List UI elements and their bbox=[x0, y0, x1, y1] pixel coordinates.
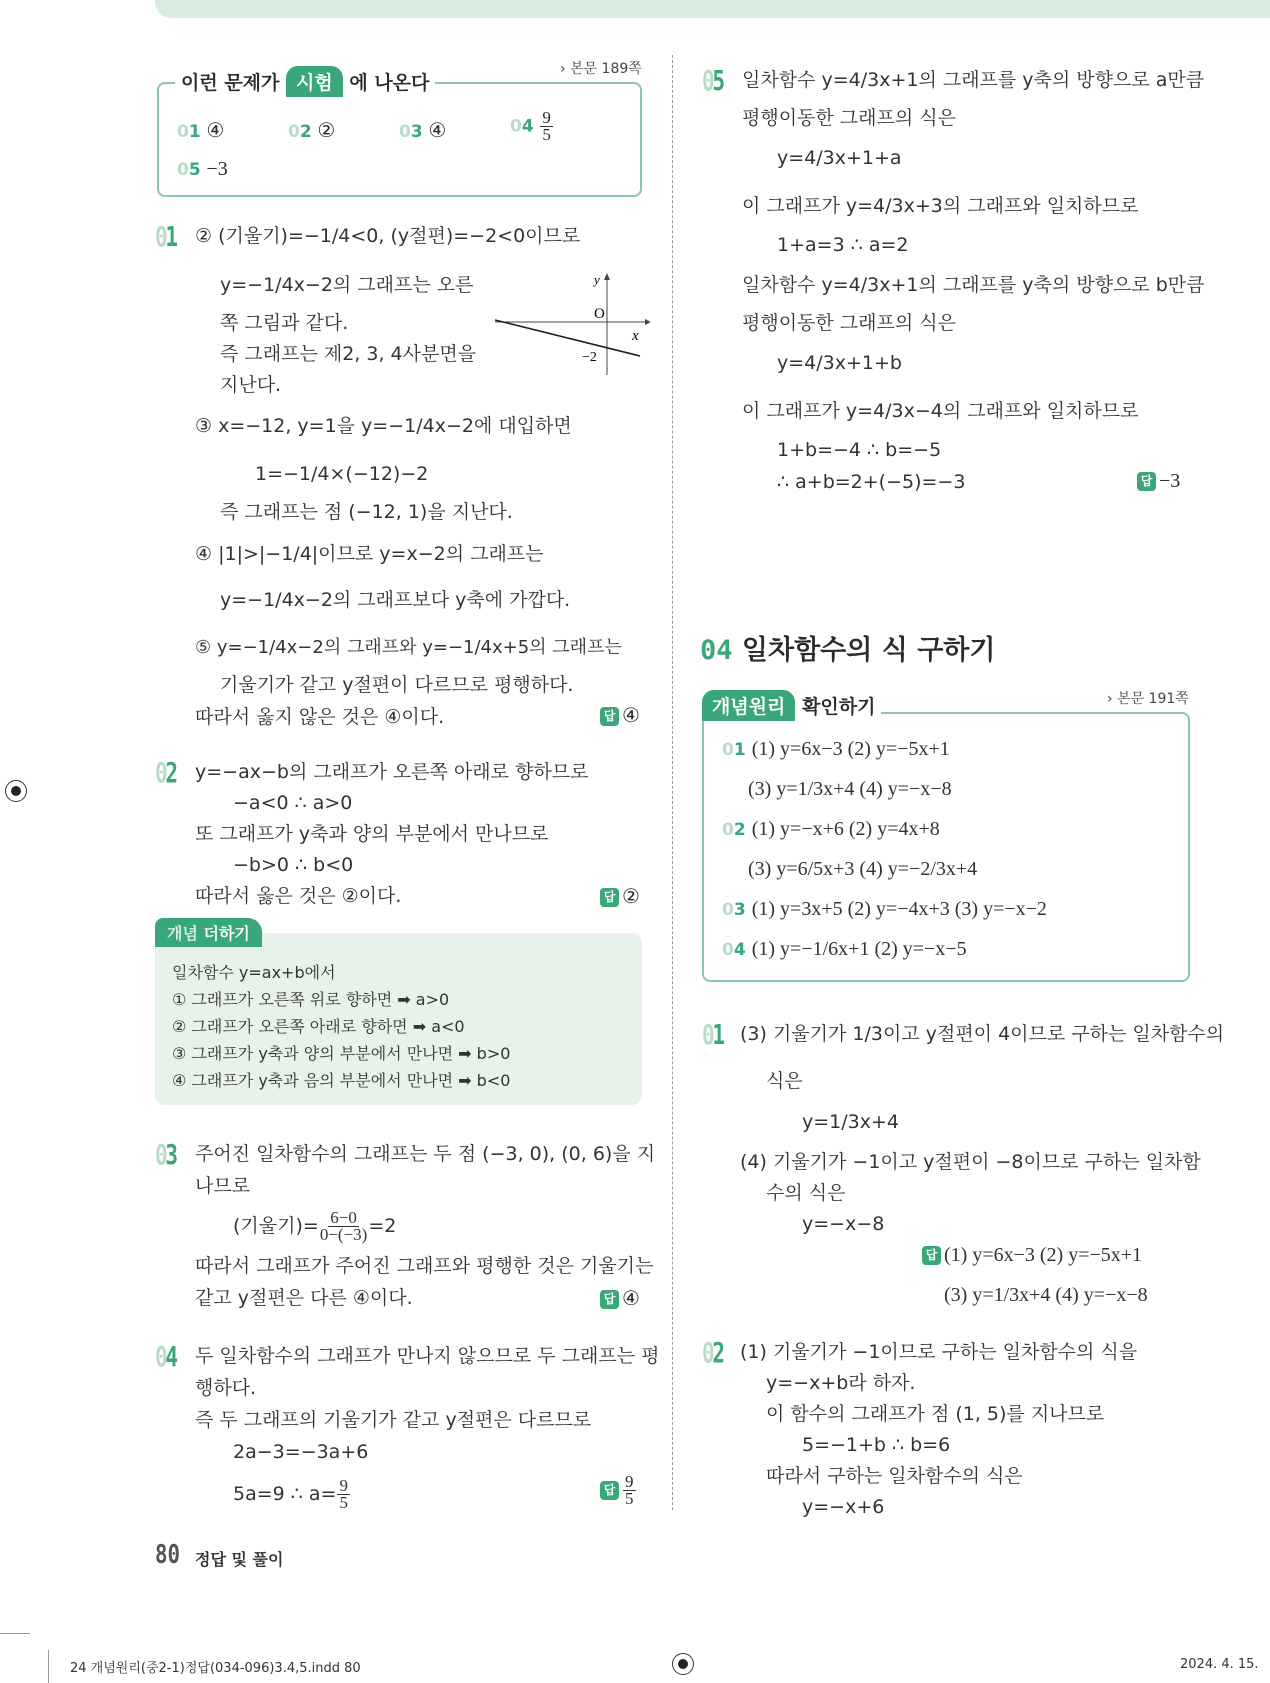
q05-line-10: 1+b=−4 ∴ b=−5 bbox=[777, 439, 942, 461]
question-number-04: 04 bbox=[155, 1340, 176, 1373]
q05-line-5: 1+a=3 ∴ a=2 bbox=[777, 234, 909, 256]
q05-answer: 답 −3 bbox=[1137, 470, 1180, 493]
footer-file: 24 개념원리(중2-1)정답(034-096)3.4,5.indd 80 bbox=[70, 1661, 361, 1676]
q02-line-3: 또 그래프가 y축과 양의 부분에서 만나므로 bbox=[195, 823, 549, 845]
q01-line-3: 쪽 그림과 같다. bbox=[220, 312, 349, 334]
q03-slope: (기울기)= $\frac{6-0}{0-(-3)}$ =2 bbox=[233, 1208, 397, 1244]
r01-line-6: y=−x−8 bbox=[802, 1213, 885, 1235]
svg-text:O: O bbox=[594, 306, 605, 322]
q05-line-4: 이 그래프가 y=4/3x+3의 그래프와 일치하므로 bbox=[742, 195, 1139, 217]
q03-line-4: 따라서 그래프가 주어진 그래프와 평행한 것은 기울기는 bbox=[195, 1255, 654, 1277]
concept-line-3: ② 그래프가 오른쪽 아래로 향하면 ➡ a<0 bbox=[172, 1017, 465, 1036]
q05-line-6: 일차함수 y=4/3x+1의 그래프를 y축의 방향으로 b만큼 bbox=[742, 274, 1205, 296]
concept-check-title: 개념원리 확인하기 bbox=[702, 690, 881, 721]
q04-line-4: 2a−3=−3a+6 bbox=[233, 1441, 369, 1463]
page-ref: › 본문 189쪽 bbox=[560, 61, 642, 77]
exam-answer-05: 05 −3 bbox=[177, 158, 228, 180]
r02-line-3: 이 함수의 그래프가 점 (1, 5)를 지나므로 bbox=[766, 1403, 1105, 1425]
r01-line-4: (4) 기울기가 −1이고 y절편이 −8이므로 구하는 일차함 bbox=[740, 1151, 1201, 1173]
q01-graph bbox=[490, 270, 650, 380]
q01-line-11: ⑤ y=−1/4x−2의 그래프와 y=−1/4x+5의 그래프는 bbox=[195, 637, 622, 658]
q04-line-3: 즉 두 그래프의 기울기가 같고 y절편은 다르므로 bbox=[195, 1409, 592, 1431]
q01-line-12: 기울기가 같고 y절편이 다르므로 평행하다. bbox=[220, 674, 574, 696]
q01-line-4: 즉 그래프는 제2, 3, 4사분면을 bbox=[220, 343, 477, 365]
registration-mark-left bbox=[5, 780, 27, 802]
crop-mark bbox=[0, 1633, 30, 1634]
r02-line-2: y=−x+b라 하자. bbox=[766, 1372, 916, 1394]
top-band bbox=[155, 0, 1270, 18]
q03-line-5: 같고 y절편은 다른 ④이다. bbox=[195, 1287, 413, 1309]
q01-line-1: ② (기울기)=−1/4<0, (y절편)=−2<0이므로 bbox=[195, 225, 581, 247]
q02-line-2: −a<0 ∴ a>0 bbox=[233, 792, 353, 814]
column-divider bbox=[672, 55, 673, 1510]
question-number-05: 05 bbox=[702, 64, 723, 97]
q01-line-5: 지난다. bbox=[220, 374, 282, 396]
svg-text:−2: −2 bbox=[582, 350, 597, 365]
q02-line-4: −b>0 ∴ b<0 bbox=[233, 854, 354, 876]
q01-line-10: y=−1/4x−2의 그래프보다 y축에 가깝다. bbox=[220, 589, 571, 611]
concept-line-5: ④ 그래프가 y축과 음의 부분에서 만나면 ➡ b<0 bbox=[172, 1071, 511, 1090]
exam-answer-04: 04 $\frac{9}{5}$ bbox=[510, 108, 551, 144]
q01-answer: 답 ④ bbox=[600, 703, 640, 728]
r02-line-4: 5=−1+b ∴ b=6 bbox=[802, 1434, 951, 1456]
check-row-2: (3) y=1/3x+4 (4) y=−x−8 bbox=[748, 778, 952, 800]
q01-line-8: 즉 그래프는 점 (−12, 1)을 지난다. bbox=[220, 501, 513, 523]
q03-answer: 답 ④ bbox=[600, 1286, 640, 1311]
footer-date: 2024. 4. 15. bbox=[1180, 1657, 1259, 1672]
q04-line-1: 두 일차함수의 그래프가 만나지 않으므로 두 그래프는 평 bbox=[195, 1345, 660, 1367]
q05-line-11: ∴ a+b=2+(−5)=−3 bbox=[777, 471, 966, 493]
q01-line-9: ④ |1|>|−1/4|이므로 y=x−2의 그래프는 bbox=[195, 543, 544, 565]
r02-line-6: y=−x+6 bbox=[802, 1496, 885, 1518]
question-number-03: 03 bbox=[155, 1138, 176, 1171]
concept-plus-tab: 개념 더하기 bbox=[155, 918, 262, 947]
q02-line-1: y=−ax−b의 그래프가 오른쪽 아래로 향하므로 bbox=[195, 761, 589, 783]
q03-line-1: 주어진 일차함수의 그래프는 두 점 (−3, 0), (0, 6)을 지 bbox=[195, 1143, 656, 1165]
r01-answer-1: 답 (1) y=6x−3 (2) y=−5x+1 bbox=[922, 1243, 1142, 1267]
q05-line-3: y=4/3x+1+a bbox=[777, 147, 902, 169]
registration-mark-bottom bbox=[672, 1653, 694, 1675]
r02-line-5: 따라서 구하는 일차함수의 식은 bbox=[766, 1465, 1023, 1487]
solution-number-02: 02 bbox=[702, 1336, 723, 1369]
section-title: 04 일차함수의 식 구하기 bbox=[700, 635, 996, 666]
page-number: 80 bbox=[155, 1540, 181, 1570]
q05-line-2: 평행이동한 그래프의 식은 bbox=[742, 107, 956, 129]
exam-box-title: 이런 문제가 시험 에 나온다 bbox=[175, 66, 435, 97]
q02-answer: 답 ② bbox=[600, 884, 640, 909]
check-row-5: 03 (1) y=3x+5 (2) y=−4x+3 (3) y=−x−2 bbox=[722, 898, 1047, 920]
concept-line-4: ③ 그래프가 y축과 양의 부분에서 만나면 ➡ b>0 bbox=[172, 1044, 511, 1063]
check-page-ref: › 본문 191쪽 bbox=[1107, 691, 1189, 707]
exam-answer-01: 01 ④ bbox=[177, 120, 225, 142]
q02-line-5: 따라서 옳은 것은 ②이다. bbox=[195, 885, 402, 907]
q03-line-2: 나므로 bbox=[195, 1175, 251, 1197]
page-label: 정답 및 풀이 bbox=[195, 1550, 284, 1569]
check-row-6: 04 (1) y=−1/6x+1 (2) y=−x−5 bbox=[722, 938, 967, 960]
svg-text:x: x bbox=[632, 328, 639, 344]
solution-number-01: 01 bbox=[702, 1018, 723, 1051]
r01-line-5: 수의 식은 bbox=[766, 1182, 846, 1204]
q04-answer: 답 $\frac{9}{5}$ bbox=[600, 1474, 637, 1507]
concept-line-2: ① 그래프가 오른쪽 위로 향하면 ➡ a>0 bbox=[172, 990, 450, 1009]
r02-line-1: (1) 기울기가 −1이므로 구하는 일차함수의 식을 bbox=[740, 1341, 1138, 1363]
q01-line-13: 따라서 옳지 않은 것은 ④이다. bbox=[195, 706, 445, 728]
r01-line-2: 식은 bbox=[766, 1070, 803, 1092]
check-row-3: 02 (1) y=−x+6 (2) y=4x+8 bbox=[722, 818, 940, 840]
q05-line-8: y=4/3x+1+b bbox=[777, 352, 902, 374]
q01-line-7: 1=−1/4×(−12)−2 bbox=[255, 463, 429, 485]
check-row-4: (3) y=6/5x+3 (4) y=−2/3x+4 bbox=[748, 858, 978, 880]
concept-line-1: 일차함수 y=ax+b에서 bbox=[172, 963, 336, 982]
q04-line-2: 행하다. bbox=[195, 1377, 257, 1399]
q04-line-5: 5a=9 ∴ a= $\frac{9}{5}$ bbox=[233, 1476, 348, 1512]
q01-line-2: y=−1/4x−2의 그래프는 오른 bbox=[220, 274, 474, 296]
crop-mark-vertical bbox=[48, 1650, 49, 1683]
exam-answer-03: 03 ④ bbox=[399, 120, 447, 142]
svg-text:y: y bbox=[594, 272, 600, 287]
q01-line-6: ③ x=−12, y=1을 y=−1/4x−2에 대입하면 bbox=[195, 415, 572, 437]
q05-line-1: 일차함수 y=4/3x+1의 그래프를 y축의 방향으로 a만큼 bbox=[742, 69, 1205, 91]
r01-line-3: y=1/3x+4 bbox=[802, 1111, 899, 1133]
question-number-01: 01 bbox=[155, 220, 176, 253]
r01-line-1: (3) 기울기가 1/3이고 y절편이 4이므로 구하는 일차함수의 bbox=[740, 1023, 1225, 1045]
q05-line-7: 평행이동한 그래프의 식은 bbox=[742, 312, 956, 334]
r01-answer-2: (3) y=1/3x+4 (4) y=−x−8 bbox=[944, 1284, 1148, 1306]
exam-answer-02: 02 ② bbox=[288, 120, 336, 142]
question-number-02: 02 bbox=[155, 756, 176, 789]
check-row-1: 01 (1) y=6x−3 (2) y=−5x+1 bbox=[722, 738, 950, 760]
q05-line-9: 이 그래프가 y=4/3x−4의 그래프와 일치하므로 bbox=[742, 400, 1139, 422]
